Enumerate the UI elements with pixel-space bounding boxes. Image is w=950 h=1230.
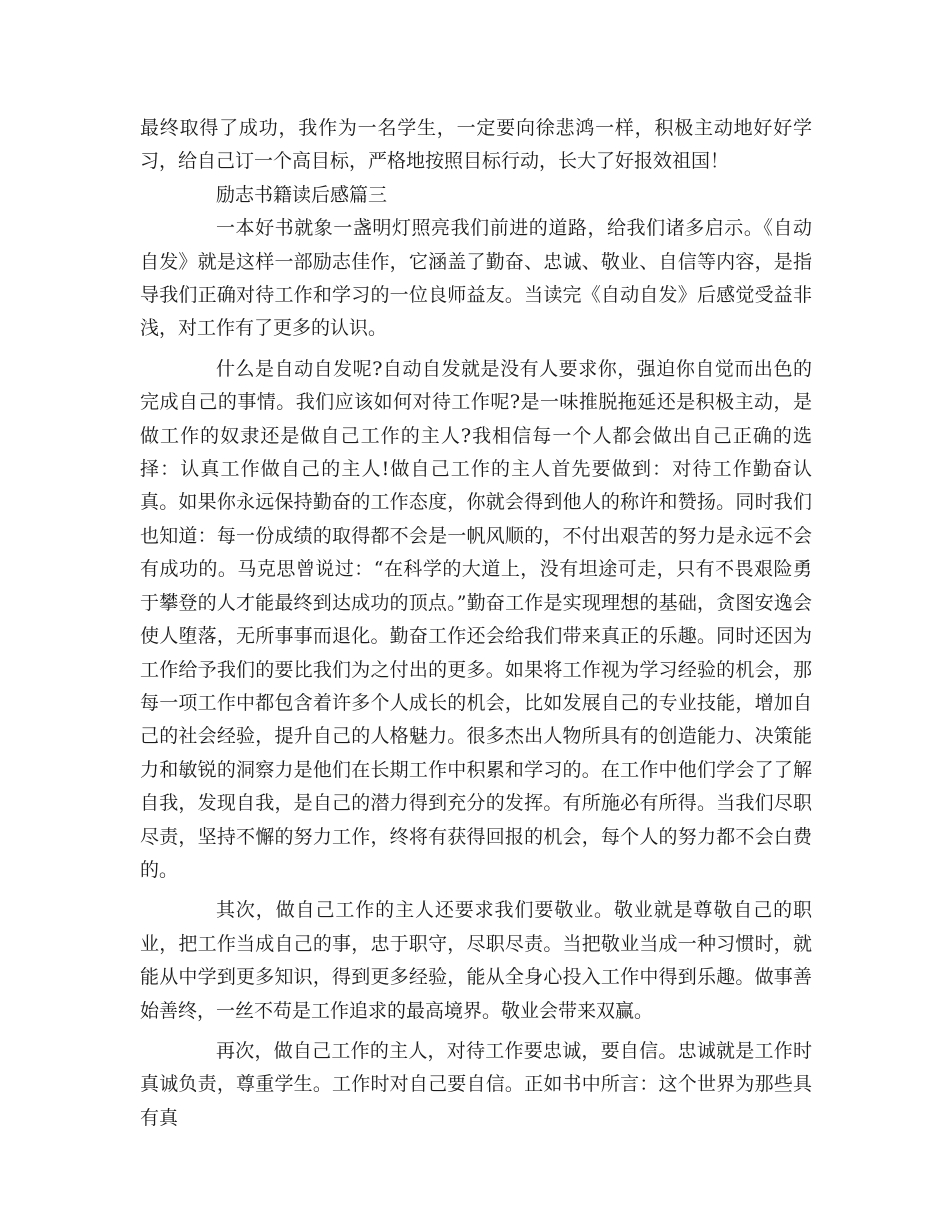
- document-body: [140, 112, 812, 1135]
- paragraph-continuation: 最终取得了成功，我作为一名学生，一定要向徐悲鸿一样，积极主动地好好学习，给自己订一个高目标，严格地按照目标行动，长大了好报效祖国！: [140, 117, 812, 173]
- section-heading: 励志书籍读后感篇三: [216, 183, 388, 206]
- paragraph: 一本好书就象一盏明灯照亮我们前进的道路，给我们诸多启示。《自动自发》就是这样一部励志佳作，它涵盖了勤奋、忠诚、敬业、自信等内容，是指导我们正确对待工作和学习的一位良师益友。当读完《自动自发》后感觉受益非浅，对工作有了更多的认识。: [140, 217, 812, 340]
- paragraph: 其次，做自己工作的主人还要求我们要敬业。敬业就是尊敬自己的职业，把工作当成自己的事，忠于职守，尽职尽责。当把敬业当成一种习惯时，就能从中学到更多知识，得到更多经验，能从全身心投入工作中得到乐趣。做事善始善终，一丝不苟是工作追求的最高境界。敬业会带来双赢。: [140, 899, 812, 1022]
- paragraph: 再次，做自己工作的主人，对待工作要忠诚，要自信。忠诚就是工作时真诚负责，尊重学生。工作时对自己要自信。正如书中所言：这个世界为那些具有真: [140, 1039, 812, 1129]
- paragraph: 什么是自动自发呢?自动自发就是没有人要求你，强迫你自觉而出色的完成自己的事情。我们应该如何对待工作呢?是一味推脱拖延还是积极主动，是做工作的奴隶还是做自己工作的主人?我相信每一个人都会做出自己正确的选择：认真工作做自己的主人!做自己工作的主人首先要做到：对待工作勤奋认真。如果你永远保持勤奋的工作态度，你就会得到他人的称许和赞扬。同时我们也知道：每一份成绩的取得都不会是一帆风顺的，不付出艰苦的努力是永远不会有成功的。马克思曾说过：“在科学的大道上，没有坦途可走，只有不畏艰险勇于攀登的人才能最终到达成功的顶点。”勤奋工作是实现理想的基础，贪图安逸会使人堕落，无所事事而退化。勤奋工作还会给我们带来真正的乐趣。同时还因为工作给予我们的要比我们为之付出的更多。如果将工作视为学习经验的机会，那每一项工作中都包含着许多个人成长的机会，比如发展自己的专业技能，增加自己的社会经验，提升自己的人格魅力。很多杰出人物所具有的创造能力、决策能力和敏锐的洞察力是他们在长期工作中积累和学习的。在工作中他们学会了了解自我，发现自我，是自己的潜力得到充分的发挥。有所施必有所得。当我们尽职尽责，坚持不懈的努力工作，终将有获得回报的机会，每个人的努力都不会白费的。: [140, 357, 812, 881]
